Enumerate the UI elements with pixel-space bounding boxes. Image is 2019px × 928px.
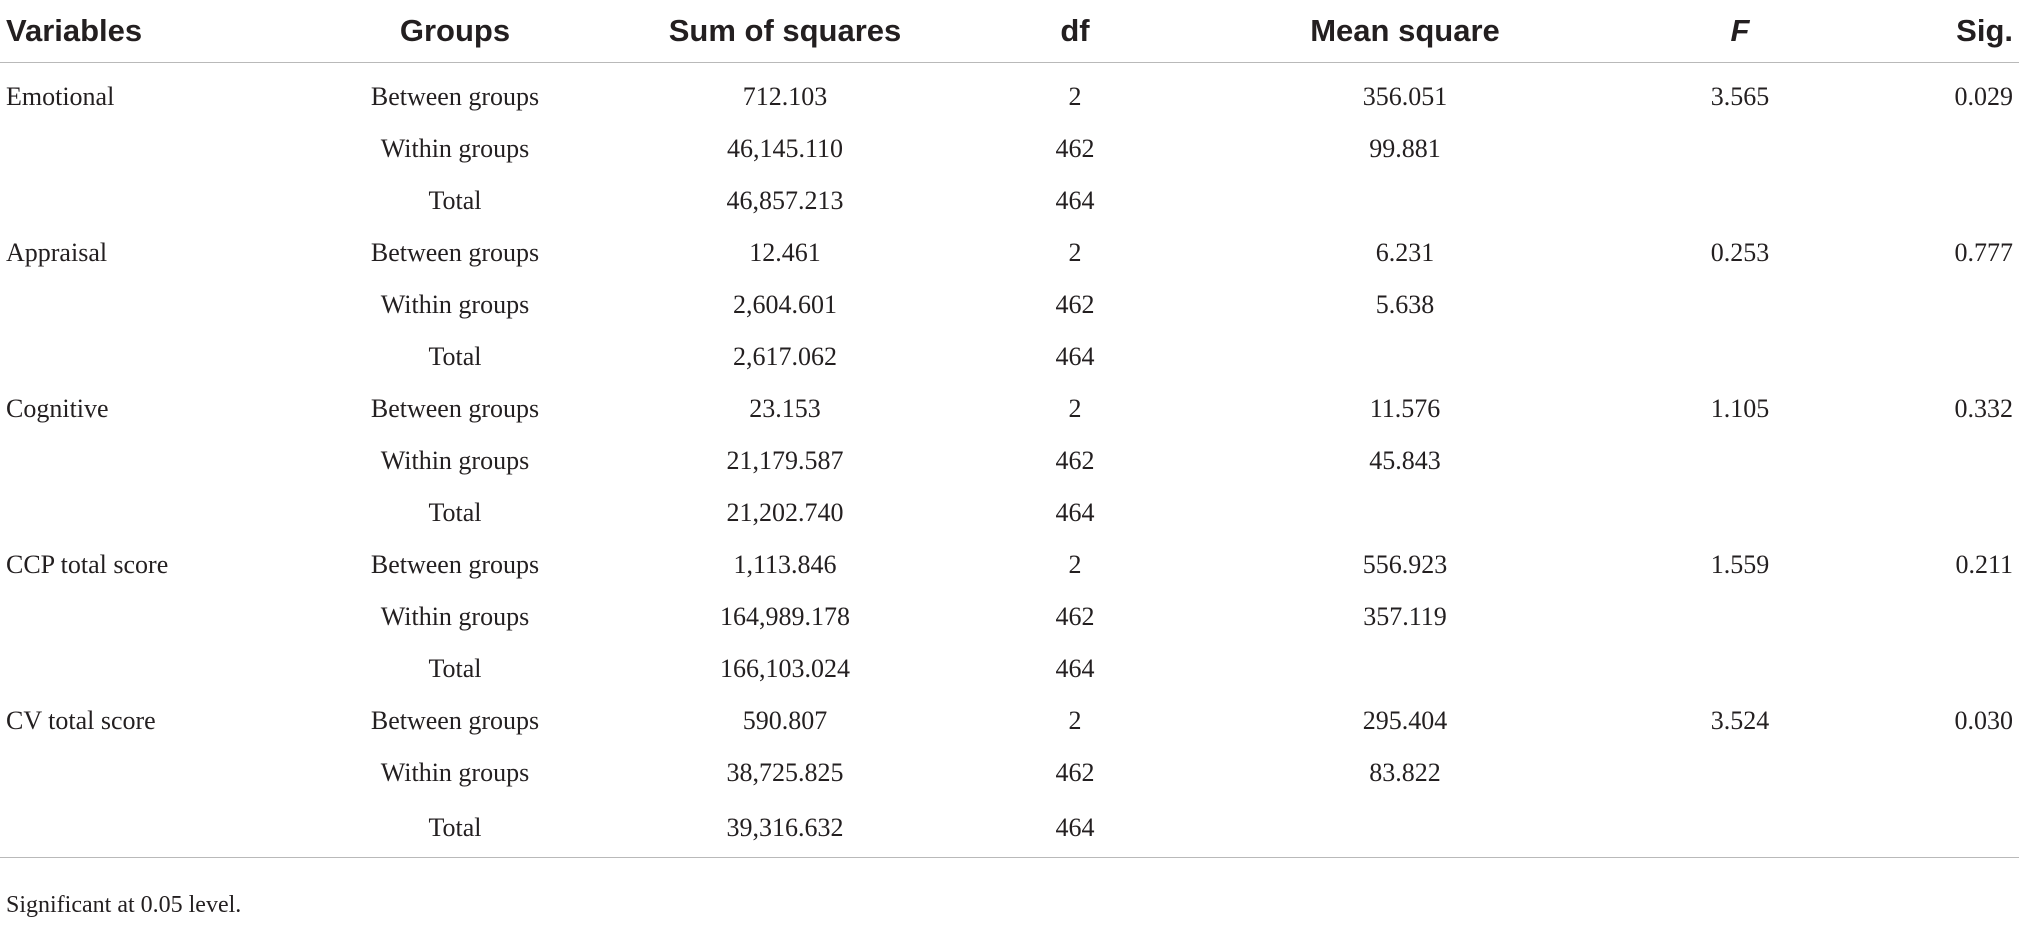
cell-sig: 0.332 [1954,394,2013,423]
cell-mean-square: 295.404 [1362,706,1448,735]
cell-sig [1840,435,2019,487]
cell-f [1640,487,1840,539]
table-header [0,0,2019,63]
cell-sig [1840,591,2019,643]
cell-variable: Cognitive [6,394,109,423]
cell-mean-square: 556.923 [1362,550,1448,579]
table-row [0,643,2019,695]
cell-variable [0,435,320,487]
cell-f [1640,123,1840,175]
table-row [0,695,2019,747]
table-body [0,63,2019,858]
cell-df: 462 [1055,602,1095,631]
cell-f: 0.253 [1710,238,1770,267]
cell-df: 462 [1055,758,1095,787]
cell-variable [0,487,320,539]
cell-df: 2 [1068,706,1082,735]
cell-df: 2 [1068,238,1082,267]
cell-df: 462 [1055,446,1095,475]
cell-f [1640,747,1840,799]
cell-sum-of-squares: 166,103.024 [720,654,850,683]
cell-f [1640,435,1840,487]
cell-sum-of-squares: 712.103 [742,82,828,111]
cell-df: 464 [1055,498,1095,527]
cell-sum-of-squares: 38,725.825 [726,758,844,787]
cell-df: 464 [1055,654,1095,683]
header-groups: Groups [320,0,590,63]
cell-sum-of-squares: 12.461 [749,238,821,267]
cell-df: 2 [1068,82,1082,111]
cell-sig: 0.211 [1955,550,2013,579]
header-df: df [980,0,1170,63]
header-f: F [1640,0,1840,63]
cell-group: Within groups [380,134,530,163]
cell-mean-square [1170,487,1640,539]
cell-variable [0,591,320,643]
cell-sum-of-squares: 2,604.601 [733,290,837,319]
table-row [0,123,2019,175]
cell-df: 464 [980,799,1170,858]
header-sig: Sig. [1840,0,2019,63]
cell-sig [1840,643,2019,695]
header-row [0,0,2019,63]
cell-sum-of-squares: 2,617.062 [733,342,837,371]
table-footnote: Significant at 0.05 level. [6,892,242,918]
cell-f [1640,643,1840,695]
cell-mean-square [1170,331,1640,383]
cell-sig [1840,487,2019,539]
cell-f [1640,175,1840,227]
table-row [0,591,2019,643]
cell-sig [1840,747,2019,799]
cell-sig [1840,331,2019,383]
cell-group: Between groups [370,550,540,579]
cell-f: 3.565 [1710,82,1770,111]
cell-df: 464 [1055,186,1095,215]
cell-f [1640,799,1840,858]
cell-group: Between groups [370,706,540,735]
cell-sum-of-squares: 21,179.587 [726,446,844,475]
cell-sum-of-squares: 46,145.110 [726,134,844,163]
cell-f [1640,331,1840,383]
cell-mean-square [1170,643,1640,695]
table-row [0,175,2019,227]
cell-group: Total [428,498,482,527]
cell-mean-square: 5.638 [1375,290,1435,319]
cell-sig [1840,175,2019,227]
table-row [0,487,2019,539]
cell-group: Total [320,799,590,858]
header-mean-square: Mean square [1170,0,1640,63]
cell-group: Within groups [380,602,530,631]
cell-variable [0,799,320,858]
cell-f: 1.105 [1710,394,1770,423]
cell-variable [0,331,320,383]
table-row [0,279,2019,331]
cell-variable [0,123,320,175]
table-row [0,747,2019,799]
cell-mean-square: 45.843 [1369,446,1441,475]
cell-f [1640,279,1840,331]
cell-variable: Emotional [6,82,115,111]
table-row [0,435,2019,487]
cell-df: 2 [1068,394,1082,423]
cell-sum-of-squares: 23.153 [749,394,821,423]
cell-f [1640,591,1840,643]
cell-variable: CCP total score [6,550,169,579]
table-row [0,539,2019,591]
cell-mean-square: 11.576 [1369,394,1441,423]
cell-variable [0,643,320,695]
cell-group: Within groups [380,446,530,475]
cell-variable [0,175,320,227]
header-sum-of-squares: Sum of squares [590,0,980,63]
cell-mean-square [1170,799,1640,858]
cell-sig: 0.030 [1954,706,2013,735]
cell-sig [1840,279,2019,331]
table-row [0,799,2019,858]
cell-sum-of-squares: 1,113.846 [733,550,837,579]
cell-df: 462 [1055,290,1095,319]
cell-df: 2 [1068,550,1082,579]
cell-group: Between groups [370,394,540,423]
cell-group: Total [428,342,482,371]
cell-mean-square: 357.119 [1363,602,1447,631]
table-row [0,227,2019,279]
cell-sig [1840,123,2019,175]
cell-sum-of-squares: 39,316.632 [590,799,980,858]
cell-sig [1840,799,2019,858]
cell-variable: CV total score [6,706,156,735]
cell-sum-of-squares: 164,989.178 [720,602,850,631]
cell-mean-square [1170,175,1640,227]
cell-variable [0,279,320,331]
cell-sig: 0.029 [1954,82,2013,111]
header-variables: Variables [0,0,320,63]
cell-group: Total [428,654,482,683]
cell-sig: 0.777 [1954,238,2013,267]
cell-sum-of-squares: 21,202.740 [726,498,844,527]
table-row [0,331,2019,383]
cell-sum-of-squares: 590.807 [742,706,828,735]
cell-df: 464 [1055,342,1095,371]
cell-mean-square: 83.822 [1369,758,1441,787]
cell-df: 462 [1055,134,1095,163]
cell-group: Within groups [380,758,530,787]
cell-sum-of-squares: 46,857.213 [726,186,844,215]
cell-group: Between groups [370,238,540,267]
cell-mean-square: 99.881 [1369,134,1441,163]
cell-group: Between groups [370,82,540,111]
cell-f: 3.524 [1710,706,1770,735]
cell-variable [0,747,320,799]
table-row [0,63,2019,124]
cell-mean-square: 356.051 [1362,82,1448,111]
cell-group: Within groups [380,290,530,319]
table-row [0,383,2019,435]
cell-f: 1.559 [1710,550,1770,579]
cell-variable: Appraisal [6,238,108,267]
cell-group: Total [428,186,482,215]
cell-mean-square: 6.231 [1375,238,1435,267]
